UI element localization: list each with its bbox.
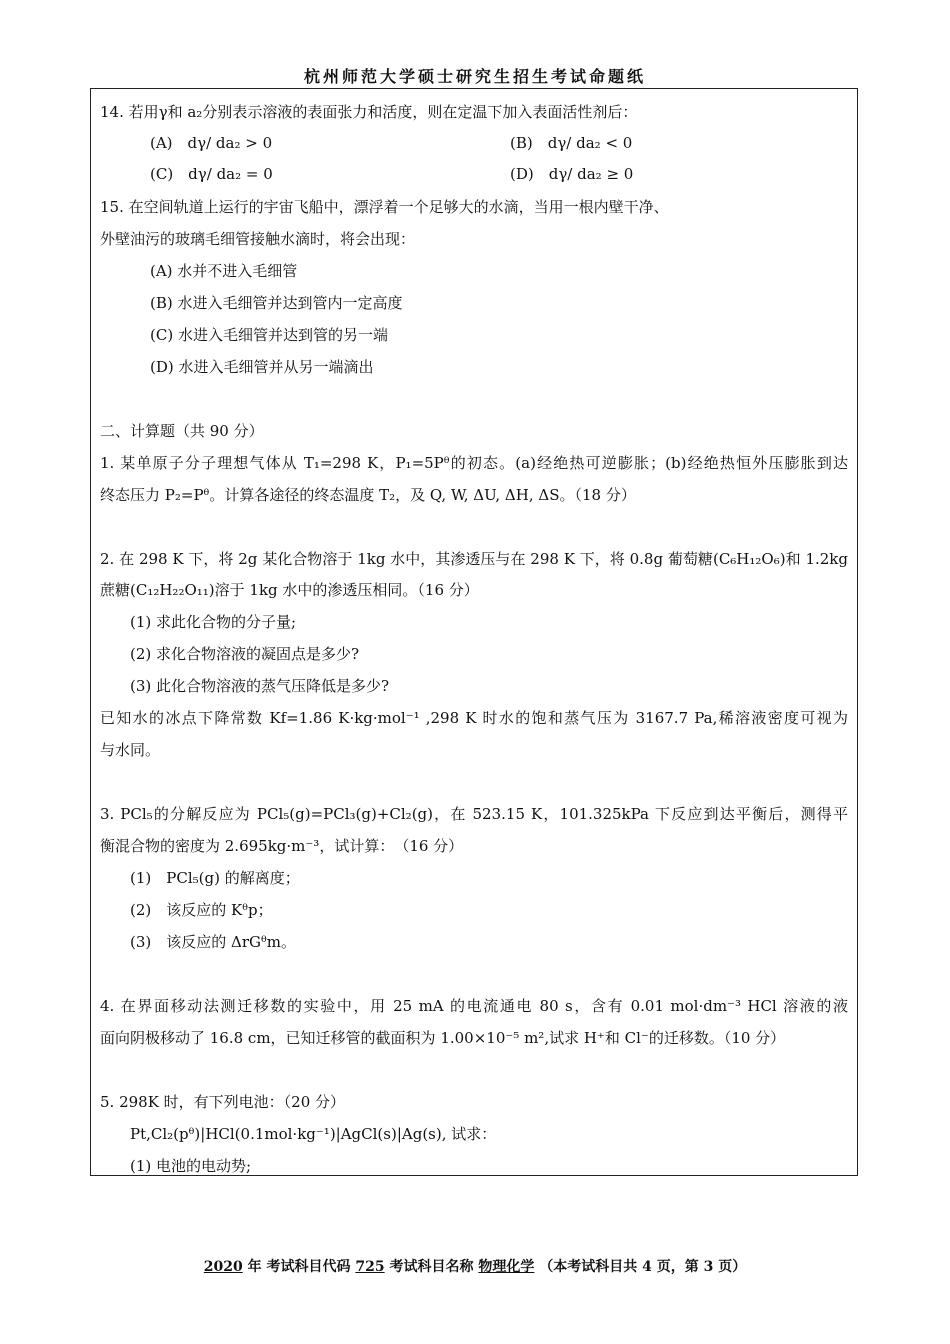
footer-year: 2020 <box>203 1259 243 1275</box>
calc2-line2: 蔗糖(C₁₂H₂₂O₁₁)溶于 1kg 水中的渗透压相同。（16 分） <box>100 581 479 599</box>
page-footer <box>0 1256 950 1276</box>
calc4-line1: 4. 在界面移动法测迁移数的实验中，用 25 mA 的电流通电 80 s，含有 0.01 mol·dm⁻³ HCl 溶液的液 <box>100 997 848 1015</box>
calc3-sub1: (1) PCl₅(g) 的解离度； <box>130 869 300 887</box>
calc3-line2: 衡混合物的密度为 2.695kg·m⁻³，试计算： （16 分） <box>100 837 464 855</box>
calc2-known-line2: 与水同。 <box>100 741 161 759</box>
q14-option-c: (C) dγ/ da₂ = 0 <box>150 165 273 183</box>
q14-option-a: (A) dγ/ da₂ > 0 <box>150 134 273 152</box>
calc2-sub1: (1) 求此化合物的分子量; <box>130 613 297 631</box>
q15-stem-line2: 外壁油污的玻璃毛细管接触水滴时，将会出现： <box>100 230 416 248</box>
calc3-sub2: (2) 该反应的 Kᶿp； <box>130 901 273 919</box>
calc4-line2: 面向阴极移动了 16.8 cm，已知迁移管的截面积为 1.00×10⁻⁵ m²,试求 H⁺和 Cl⁻的迁移数。（10 分） <box>100 1029 786 1047</box>
calc5-cell: Pt,Cl₂(pᶿ)|HCl(0.1mol·kg⁻¹)|AgCl(s)|Ag(s), 试求： <box>130 1125 497 1143</box>
q15-option-c: (C) 水进入毛细管并达到管的另一端 <box>150 326 388 344</box>
calc1-line1: 1. 某单原子分子理想气体从 T₁=298 K，P₁=5Pᶿ的初态。(a)经绝热可逆膨胀；(b)经绝热恒外压膨胀到达 <box>100 454 848 472</box>
footer-page-info: （本考试科目共 4 页，第 3 页） <box>539 1259 747 1275</box>
calc3-sub3: (3) 该反应的 ΔrGᶿm。 <box>130 933 297 951</box>
q15-option-d: (D) 水进入毛细管并从另一端滴出 <box>150 358 374 376</box>
footer-text-code-label: 年 考试科目代码 <box>247 1259 351 1275</box>
q14-option-b: (B) dγ/ da₂ < 0 <box>510 134 633 152</box>
q15-option-a: (A) 水并不进入毛细管 <box>150 262 298 280</box>
calc2-sub2: (2) 求化合物溶液的凝固点是多少? <box>130 645 360 663</box>
q14-option-d: (D) dγ/ da₂ ≥ 0 <box>510 165 634 183</box>
calc5-line1: 5. 298K 时，有下列电池：（20 分） <box>100 1093 346 1111</box>
footer-subject-name: 物理化学 <box>478 1259 535 1275</box>
page-header: 杭州师范大学硕士研究生招生考试命题纸 <box>303 67 646 86</box>
q14-stem: 14. 若用γ和 a₂分别表示溶液的表面张力和活度，则在定温下加入表面活性剂后： <box>100 103 638 121</box>
calc1-line2: 终态压力 P₂=Pᶿ。计算各途径的终态温度 T₂，及 Q, W, ΔU, ΔH, ΔS。（18 分） <box>100 486 636 504</box>
calc2-line1: 2. 在 298 K 下，将 2g 某化合物溶于 1kg 水中，其渗透压与在 298 K 下，将 0.8g 葡萄糖(C₆H₁₂O₆)和 1.2kg <box>100 550 848 568</box>
calc3-line1: 3. PCl₅的分解反应为 PCl₅(g)=PCl₃(g)+Cl₂(g)，在 523.15 K，101.325kPa 下反应到达平衡后，测得平 <box>100 805 848 823</box>
section2-title: 二、计算题（共 90 分） <box>100 422 264 440</box>
calc5-sub1: (1) 电池的电动势; <box>130 1157 252 1175</box>
q15-option-b: (B) 水进入毛细管并达到管内一定高度 <box>150 294 403 312</box>
calc2-sub3: (3) 此化合物溶液的蒸气压降低是多少? <box>130 677 390 695</box>
footer-course-code: 725 <box>355 1259 385 1275</box>
calc2-known-line1: 已知水的冰点下降常数 Kf=1.86 K·kg·mol⁻¹ ,298 K 时水的饱和蒸气压为 3167.7 Pa,稀溶液密度可视为 <box>100 709 848 727</box>
footer-text-subject-label: 考试科目名称 <box>389 1259 474 1275</box>
q15-stem-line1: 15. 在空间轨道上运行的宇宙飞船中，漂浮着一个足够大的水滴，当用一根内壁干净、 <box>100 198 669 216</box>
